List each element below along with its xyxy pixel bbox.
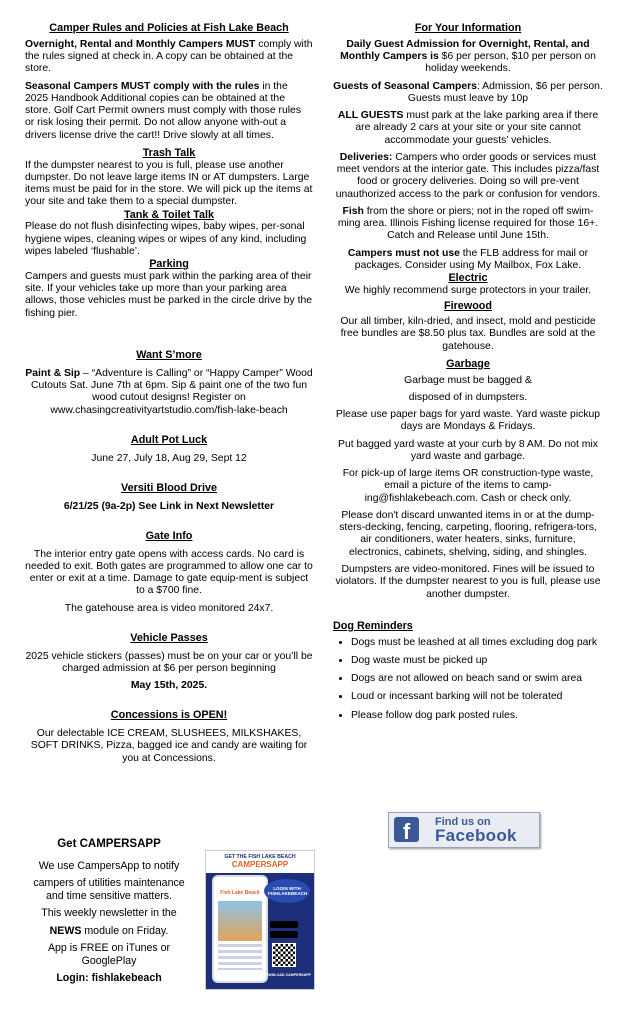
list-item: • Dog waste must be picked up [351,655,603,667]
qr-code-icon [272,943,296,967]
gate-info-paragraph: The interior entry gate opens with access cards. No card is needed to exit. Both gates are programmed to allow one car to enter or exit at a time. Damage to gate equip-ment is subject to a $700 fine. [25,548,313,597]
phone-screen-menu [218,944,262,970]
campersapp-line-5: App is FREE on iTunes or GooglePlay [47,942,171,967]
phone-screen-picture [218,901,262,941]
dog-reminders-heading: Dog Reminders [333,619,413,632]
list-item: • Dogs must be leashed at all times excluding dog park [351,637,603,649]
pot-luck-heading: Adult Pot Luck [130,433,208,446]
concessions-heading: Concessions is OPEN! [110,709,228,722]
yard-waste-paragraph: Please use paper bags for yard waste. Yard waste pickup days are Mondays & Fridays. [335,409,601,433]
left-column [25,22,313,770]
mail-paragraph: Campers must not use the FLB address for mail or packages. Consider using My Mailbox, Fox Lake. [347,247,589,271]
garbage-line-2: disposed of in dumpsters. [408,391,528,403]
right-column [333,22,603,728]
parking-paragraph: Campers and guests must park within the parking area of their site. If your vehicles take up more than your parking area allows, those vehicles must be parked in the circle drive by the fishing pier. [25,270,313,319]
campersapp-heading: Get CAMPERSAPP [57,838,161,850]
campersapp-line-4: NEWS module on Friday. [49,924,169,937]
list-item: • Dogs are not allowed on beach sand or swim area [351,673,603,685]
want-smore-heading: Want S’more [136,348,202,361]
yard-waste-curb-paragraph: Put bagged yard waste at your curb by 8 AM. Do not mix yard waste and garbage. [338,438,598,462]
dog-reminders-list [333,637,603,722]
campersapp-line-2: campers of utilities maintenance and time sensitive matters. [33,877,185,902]
promo-app-name: CAMPERSAPP [231,860,289,870]
campersapp-promo-image [205,850,315,990]
trash-talk-heading: Trash Talk [142,146,196,159]
facebook-name-label: Facebook [435,826,517,845]
vehicle-passes-heading: Vehicle Passes [130,631,208,644]
electric-heading: Electric [448,272,488,285]
promo-top-text: GET THE FISH LAKE BEACH [224,854,296,860]
app-store-icon [270,931,298,938]
list-item: • Please follow dog park posted rules. [351,710,603,722]
camper-rules-heading: Camper Rules and Policies at Fish Lake Beach [49,22,289,34]
campersapp-login: Login: fishlakebeach [56,972,162,985]
concessions-paragraph: Our delectable ICE CREAM, SLUSHEES, MILKSHAKES, SOFT DRINKS, Pizza, bagged ice and candy are waiting for you at Concessions. [30,728,308,764]
dumpsters-monitored-paragraph: Dumpsters are video-monitored. Fines will be issued to violators. If the dumpster nearest to you is full, please use another dumpster. [335,563,601,600]
vehicle-passes-paragraph: 2025 vehicle stickers (passes) must be on your car or you’ll be charged admission at $6 per person beginning [25,650,313,674]
campersapp-line-1: We use CampersApp to notify [38,859,180,872]
promo-body [206,873,314,989]
garbage-line-1: Garbage must be bagged & [404,374,532,386]
daily-guest-paragraph: Daily Guest Admission for Overnight, Rental, and Monthly Campers is $6 per person, $10 per person on holiday weekends. [340,38,596,75]
vehicle-passes-date: May 15th, 2025. [130,680,208,692]
login-bubble: LOGIN WITH FISHLAKEBEACH [264,879,310,903]
pot-luck-dates: June 27, July 18, Aug 29, Sept 12 [91,452,247,464]
firewood-paragraph: Our all timber, kiln-dried, and insect, mold and pesticide free bundles are $8.50 plus tax. Bundles are sold at the gatehouse. [340,315,596,352]
paint-sip-paragraph: Paint & Sip – “Adventure is Calling” or “Happy Camper” Wood Cutouts Sat. June 7th at 6pm. Sip & paint one of the two fun wood cutout designs! Register on www.chasingcreativityartstudio.com/fish-lake-beach [25,367,313,416]
overnight-rules-paragraph: Overnight, Rental and Monthly Campers MUST comply with the rules signed at check in. A copy can be obtained at the store. [25,38,313,75]
electric-paragraph: We highly recommend surge protectors in your trailer. [344,284,592,296]
info-heading: For Your Information [414,22,522,34]
facebook-find-label: Find us on [435,816,491,828]
blood-drive-heading: Versiti Blood Drive [120,481,217,494]
campersapp-section [28,838,190,990]
list-item: • Loud or incessant barking will not be tolerated [351,691,603,703]
seasonal-rules-paragraph: Seasonal Campers MUST comply with the rules in the 2025 Handbook Additional copies can be obtained at the store. Golf Cart Permit owners must comply with those rules or risk losing their permit. Do not allow anyone with-out a drivers license drive the cart!! Drive slowly at all times. [25,80,302,141]
seasonal-guests-paragraph: Guests of Seasonal Campers: Admission, $6 per person. Guests must leave by 10p [333,80,603,104]
deliveries-paragraph: Deliveries: Campers who order goods or services must meet vendors at the interior gate. This includes pizza/fast food or grocery deliveries. Doing so will pre-vent unauthorized access to the park or confusion for vendors. [335,151,601,200]
discard-items-paragraph: Please don't discard unwanted items in or at the dump-sters-decking, fencing, carpeting, flooring, refrigera-tors, air conditioners, water heaters, sinks, furniture, electronics, cabinets, shelving, siding, and shingles. [339,509,597,558]
firewood-heading: Firewood [444,300,492,313]
promo-download-text: DOWNLOAD CAMPERSAPP [263,973,311,977]
promo-header [206,851,314,871]
gatehouse-monitored: The gatehouse area is video monitored 24x7. [64,602,274,614]
phone-icon [212,875,268,983]
fish-paragraph: Fish from the shore or piers; not in the roped off swim-ming area. Illinois Fishing license required for those 16+. Catch and Release until June 15th. [337,205,599,242]
all-guests-paragraph: ALL GUESTS must park at the lake parking area if there are already 2 cars at your site or your site cannot accommodate your guests’ vehicles. [337,110,599,146]
garbage-heading: Garbage [446,357,490,370]
gate-info-heading: Gate Info [145,529,193,542]
google-play-icon [270,921,298,928]
blood-drive-date: 6/21/25 (9a-2p) See Link in Next Newsletter [63,500,275,512]
trash-talk-paragraph: If the dumpster nearest to you is full, please use another dumpster. Do not leave large items IN or AT dumpsters. Large items must be paid for in the store. We will pick up the items at your site and take them to a special dumpster. [25,159,313,208]
phone-screen-title: Fish Lake Beach [220,890,260,896]
large-items-paragraph: For pick-up of large items OR construction-type waste, email a picture of the items to camp-ing@fishlakebeach.com. Cash or check only. [342,468,594,504]
facebook-icon: f [394,817,419,842]
tank-toilet-heading: Tank & Toilet Talk [124,208,214,221]
facebook-badge[interactable] [388,812,540,848]
parking-heading: Parking [149,258,189,271]
tank-toilet-paragraph: Please do not flush disinfecting wipes, baby wipes, per-sonal hygiene wipes, cleaning wipes or wipes of any kind, including wipes labeled ‘flushable’. [25,221,307,257]
campersapp-line-3: This weekly newsletter in the [41,907,177,920]
